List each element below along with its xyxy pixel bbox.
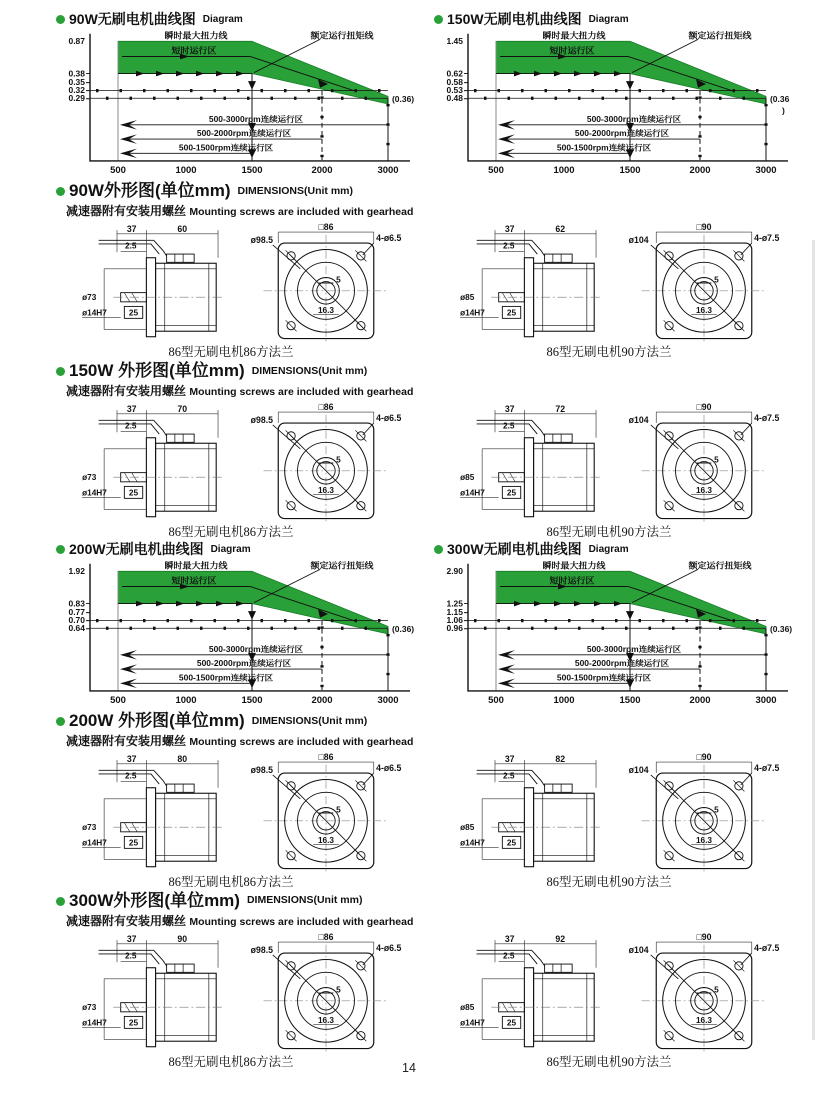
dimensions-section bbox=[56, 362, 802, 540]
dim-square: □86 bbox=[318, 752, 334, 763]
bullet-icon bbox=[56, 897, 65, 906]
chart-title-cn: 200W无刷电机曲线图 bbox=[69, 540, 204, 557]
dim-body-len: 90 bbox=[177, 933, 188, 944]
dim-shaft: ø14H7 bbox=[460, 308, 485, 318]
chart-title-en: Diagram bbox=[588, 14, 629, 26]
dim-holes: 4-ø7.5 bbox=[754, 412, 780, 423]
chart-title-en: Diagram bbox=[202, 14, 243, 26]
page-number: 14 bbox=[402, 1061, 416, 1075]
label-shorttime-zone: 短时运行区 bbox=[549, 46, 595, 56]
dim-key-w: 5 bbox=[714, 985, 719, 995]
dims-subtitle bbox=[66, 732, 802, 749]
dims-row bbox=[56, 931, 802, 1070]
dim-key-w: 5 bbox=[336, 455, 341, 465]
value-at-3000: (0.36) bbox=[770, 625, 793, 635]
dims-subtitle-cn: 减速器附有安装用螺丝 bbox=[66, 733, 187, 748]
dim-holes: 4-ø6.5 bbox=[376, 412, 402, 423]
dim-body-len: 62 bbox=[555, 224, 566, 235]
label-rated-torque: 额定运行扭矩线 bbox=[310, 31, 374, 41]
label-instant-max-torque: 瞬时最大扭力线 bbox=[542, 560, 606, 571]
dim-offset: 2.5 bbox=[125, 241, 137, 251]
y-level-label: 0.29 bbox=[68, 94, 85, 104]
dims-row bbox=[56, 221, 802, 360]
zone-3000-label: 500-3000rpm连续运行区 bbox=[586, 645, 682, 655]
y-level-label: 0.38 bbox=[68, 69, 85, 79]
zone-2000-label: 500-2000rpm连续运行区 bbox=[196, 659, 292, 669]
dim-square: □90 bbox=[696, 222, 712, 233]
dim-square: □86 bbox=[318, 222, 334, 233]
dim-shaft-len: 25 bbox=[128, 308, 139, 318]
bullet-icon bbox=[56, 187, 65, 196]
dim-shaft: ø14H7 bbox=[460, 838, 485, 848]
front-view-drawing bbox=[246, 751, 406, 875]
dim-key-w: 5 bbox=[714, 805, 719, 815]
x-tick: 500 bbox=[110, 165, 126, 176]
value-at-3000: (0.36) bbox=[392, 95, 415, 105]
label-shorttime-zone: 短时运行区 bbox=[549, 575, 595, 586]
dim-block-90-flange bbox=[434, 401, 802, 540]
x-tick: 1500 bbox=[619, 695, 641, 706]
zone-1500-label: 500-1500rpm连续运行区 bbox=[556, 144, 652, 153]
dim-holes: 4-ø7.5 bbox=[754, 942, 780, 953]
y-level-label: 0.96 bbox=[446, 624, 463, 634]
dim-top-w: 37 bbox=[504, 403, 515, 414]
y-peak-label: 1.45 bbox=[446, 37, 463, 47]
charts-row-bottom bbox=[56, 542, 802, 708]
dim-top-w: 37 bbox=[504, 224, 515, 235]
dim-body-len: 80 bbox=[177, 753, 188, 764]
dim-shaft-len: 25 bbox=[506, 308, 517, 318]
dim-motor-dia: ø85 bbox=[460, 472, 475, 482]
x-tick: 1000 bbox=[553, 695, 575, 706]
dim-shaft: ø14H7 bbox=[460, 488, 485, 498]
front-view-drawing bbox=[624, 931, 784, 1055]
zone-3000-label: 500-3000rpm连续运行区 bbox=[208, 115, 304, 125]
dim-holes: 4-ø7.5 bbox=[754, 233, 780, 244]
dim-offset: 2.5 bbox=[125, 421, 137, 431]
dim-motor-dia: ø73 bbox=[82, 472, 97, 482]
x-tick: 500 bbox=[488, 695, 504, 706]
dims-row bbox=[56, 751, 802, 890]
y-level-label: 1.25 bbox=[446, 599, 463, 609]
dim-figures bbox=[456, 221, 802, 345]
bullet-icon bbox=[434, 545, 443, 554]
dims-heading bbox=[56, 362, 802, 381]
x-tick: 3000 bbox=[377, 695, 399, 706]
value-at-3000: (0.36) bbox=[392, 625, 415, 635]
dim-top-w: 37 bbox=[126, 753, 137, 764]
dims-title-en: DIMENSIONS(Unit mm) bbox=[251, 364, 368, 377]
label-rated-torque: 额定运行扭矩线 bbox=[688, 560, 752, 571]
dim-block-90-flange bbox=[434, 221, 802, 360]
label-rated-torque: 额定运行扭矩线 bbox=[688, 31, 752, 41]
front-view-drawing bbox=[246, 931, 406, 1055]
dim-body-len: 70 bbox=[177, 403, 188, 414]
dim-figures bbox=[78, 221, 424, 345]
y-level-label: 1.06 bbox=[446, 616, 463, 626]
y-peak-label: 1.92 bbox=[68, 567, 85, 577]
front-view-drawing bbox=[624, 221, 784, 345]
dim-figures bbox=[456, 931, 802, 1055]
drawing-caption: 86型无刷电机90方法兰 bbox=[546, 874, 672, 889]
dim-motor-dia: ø85 bbox=[460, 293, 475, 303]
x-tick: 500 bbox=[488, 165, 504, 176]
motor-curve-section bbox=[56, 542, 424, 708]
x-tick: 3000 bbox=[377, 165, 399, 176]
y-level-label: 0.77 bbox=[68, 608, 85, 618]
bullet-icon bbox=[56, 15, 65, 24]
chart-heading bbox=[434, 12, 802, 27]
dims-title-en: DIMENSIONS(Unit mm) bbox=[246, 894, 363, 907]
dim-motor-dia: ø85 bbox=[460, 822, 475, 832]
dim-shaft-len: 25 bbox=[506, 838, 517, 848]
y-level-label: 0.64 bbox=[68, 624, 85, 634]
chart-heading bbox=[434, 542, 802, 557]
dim-holes: 4-ø6.5 bbox=[376, 763, 402, 774]
charts-row-top bbox=[56, 12, 802, 178]
x-tick: 1500 bbox=[619, 165, 641, 176]
label-instant-max-torque: 瞬时最大扭力线 bbox=[164, 31, 228, 41]
x-tick: 1500 bbox=[241, 165, 263, 176]
dim-shaft: ø14H7 bbox=[82, 838, 107, 848]
y-level-label: 0.35 bbox=[68, 78, 85, 88]
x-tick: 3000 bbox=[755, 165, 777, 176]
drawing-caption: 86型无刷电机90方法兰 bbox=[546, 345, 672, 360]
dim-block-86-flange bbox=[56, 221, 424, 360]
x-tick: 2000 bbox=[689, 695, 711, 706]
zone-3000-label: 500-3000rpm连续运行区 bbox=[208, 645, 304, 655]
y-level-label: 0.48 bbox=[446, 94, 463, 104]
y-peak-label: 0.87 bbox=[68, 37, 85, 47]
dims-row bbox=[56, 401, 802, 540]
dim-shaft-len: 25 bbox=[506, 488, 517, 498]
dim-block-86-flange bbox=[56, 751, 424, 890]
x-tick: 1000 bbox=[175, 165, 197, 176]
dim-shaft: ø14H7 bbox=[460, 1018, 485, 1028]
dim-key-h: 16.3 bbox=[317, 835, 335, 845]
x-tick: 2000 bbox=[311, 165, 333, 176]
side-view-drawing bbox=[78, 931, 246, 1055]
y-level-label: 1.15 bbox=[446, 608, 463, 618]
dim-motor-dia: ø73 bbox=[82, 293, 97, 303]
dim-block-90-flange bbox=[434, 751, 802, 890]
zone-2000-label: 500-2000rpm连续运行区 bbox=[574, 129, 670, 139]
dim-top-w: 37 bbox=[504, 933, 515, 944]
dim-bolt-circle: ø98.5 bbox=[250, 414, 273, 425]
motor-curve-section bbox=[434, 12, 802, 178]
dim-offset: 2.5 bbox=[503, 951, 515, 961]
label-shorttime-zone: 短时运行区 bbox=[171, 46, 217, 56]
x-tick: 3000 bbox=[755, 695, 777, 706]
dim-offset: 2.5 bbox=[503, 241, 515, 251]
page-edge-shadow bbox=[812, 240, 815, 1040]
y-level-label: 0.53 bbox=[446, 86, 463, 96]
x-tick: 1000 bbox=[553, 165, 575, 176]
dims-subtitle-en: Mounting screws are included with gearhead bbox=[189, 915, 414, 928]
dims-subtitle-en: Mounting screws are included with gearhead bbox=[189, 735, 414, 748]
dims-title-en: DIMENSIONS(Unit mm) bbox=[237, 184, 354, 197]
dim-bolt-circle: ø98.5 bbox=[250, 944, 273, 955]
drawing-caption: 86型无刷电机90方法兰 bbox=[546, 1054, 672, 1069]
label-instant-max-torque: 瞬时最大扭力线 bbox=[164, 560, 228, 571]
zone-2000-label: 500-2000rpm连续运行区 bbox=[574, 659, 670, 669]
dim-figures bbox=[456, 751, 802, 875]
side-view-drawing bbox=[456, 401, 624, 525]
dim-offset: 2.5 bbox=[125, 771, 137, 781]
dim-motor-dia: ø85 bbox=[460, 1002, 475, 1012]
motor-curve-section bbox=[434, 542, 802, 708]
dim-bolt-circle: ø104 bbox=[628, 414, 649, 425]
label-rated-torque: 额定运行扭矩线 bbox=[310, 560, 374, 571]
chart-title-cn: 300W无刷电机曲线图 bbox=[447, 540, 582, 557]
dim-key-h: 16.3 bbox=[695, 485, 713, 495]
zone-1500-label: 500-1500rpm连续运行区 bbox=[178, 144, 274, 153]
label-shorttime-zone: 短时运行区 bbox=[171, 575, 217, 586]
dim-body-len: 82 bbox=[555, 753, 566, 764]
dim-key-h: 16.3 bbox=[695, 305, 713, 315]
y-level-label: 0.83 bbox=[68, 599, 85, 609]
x-tick: 1500 bbox=[241, 695, 263, 706]
dim-top-w: 37 bbox=[504, 753, 515, 764]
dim-bolt-circle: ø104 bbox=[628, 235, 649, 246]
bullet-icon bbox=[56, 717, 65, 726]
dims-heading bbox=[56, 712, 802, 731]
dim-shaft: ø14H7 bbox=[82, 488, 107, 498]
dim-offset: 2.5 bbox=[125, 951, 137, 961]
chart-title-en: Diagram bbox=[588, 543, 629, 555]
dim-figures bbox=[456, 401, 802, 525]
dims-subtitle-en: Mounting screws are included with gearhead bbox=[189, 206, 414, 219]
dim-top-w: 37 bbox=[126, 403, 137, 414]
drawing-caption: 86型无刷电机86方法兰 bbox=[168, 524, 294, 539]
dim-holes: 4-ø6.5 bbox=[376, 233, 402, 244]
dim-block-86-flange bbox=[56, 401, 424, 540]
dim-key-h: 16.3 bbox=[695, 1015, 713, 1025]
side-view-drawing bbox=[78, 221, 246, 345]
dim-offset: 2.5 bbox=[503, 771, 515, 781]
side-view-drawing bbox=[78, 401, 246, 525]
dim-figures bbox=[78, 751, 424, 875]
dim-body-len: 92 bbox=[555, 933, 566, 944]
front-view-drawing bbox=[246, 401, 406, 525]
chart-heading bbox=[56, 542, 424, 557]
side-view-drawing bbox=[456, 221, 624, 345]
bullet-icon bbox=[56, 367, 65, 376]
y-level-label: 0.70 bbox=[68, 616, 85, 626]
dim-bolt-circle: ø98.5 bbox=[250, 764, 273, 775]
label-instant-max-torque: 瞬时最大扭力线 bbox=[542, 31, 606, 41]
drawing-caption: 86型无刷电机90方法兰 bbox=[546, 524, 672, 539]
torque-speed-chart bbox=[434, 558, 802, 708]
front-view-drawing bbox=[624, 751, 784, 875]
dims-subtitle bbox=[66, 912, 802, 929]
dimensions-section bbox=[56, 712, 802, 890]
dim-square: □90 bbox=[696, 401, 712, 412]
bullet-icon bbox=[434, 15, 443, 24]
drawing-caption: 86型无刷电机86方法兰 bbox=[168, 345, 294, 360]
side-view-drawing bbox=[456, 751, 624, 875]
dim-square: □86 bbox=[318, 931, 334, 942]
dim-shaft-len: 25 bbox=[128, 1018, 139, 1028]
dims-subtitle-en: Mounting screws are included with gearhead bbox=[189, 385, 414, 398]
torque-speed-chart bbox=[434, 28, 802, 178]
dims-subtitle-cn: 减速器附有安装用螺丝 bbox=[66, 383, 187, 398]
dim-key-h: 16.3 bbox=[317, 1015, 335, 1025]
x-tick: 2000 bbox=[311, 695, 333, 706]
dim-square: □90 bbox=[696, 752, 712, 763]
dim-shaft: ø14H7 bbox=[82, 1018, 107, 1028]
dims-subtitle-cn: 减速器附有安装用螺丝 bbox=[66, 204, 187, 219]
zone-1500-label: 500-1500rpm连续运行区 bbox=[178, 673, 274, 683]
drawing-caption: 86型无刷电机86方法兰 bbox=[168, 874, 294, 889]
dims-title-cn: 300W外形图(单位mm) bbox=[69, 890, 240, 910]
dim-shaft-len: 25 bbox=[128, 488, 139, 498]
zone-1500-label: 500-1500rpm连续运行区 bbox=[556, 673, 652, 683]
dim-figures bbox=[78, 401, 424, 525]
dim-key-w: 5 bbox=[336, 805, 341, 815]
dim-key-w: 5 bbox=[714, 275, 719, 285]
front-view-drawing bbox=[246, 221, 406, 345]
dims-heading bbox=[56, 892, 802, 911]
dim-motor-dia: ø73 bbox=[82, 822, 97, 832]
dim-holes: 4-ø7.5 bbox=[754, 763, 780, 774]
dims-title-en: DIMENSIONS(Unit mm) bbox=[251, 714, 368, 727]
drawing-caption: 86型无刷电机86方法兰 bbox=[168, 1054, 294, 1069]
dim-body-len: 72 bbox=[555, 403, 566, 414]
side-view-drawing bbox=[456, 931, 624, 1055]
dim-bolt-circle: ø98.5 bbox=[250, 235, 273, 246]
dim-motor-dia: ø73 bbox=[82, 1002, 97, 1012]
dimensions-section bbox=[56, 892, 802, 1070]
dim-shaft: ø14H7 bbox=[82, 308, 107, 318]
dim-block-90-flange bbox=[434, 931, 802, 1070]
y-level-label: 0.62 bbox=[446, 69, 463, 79]
dim-figures bbox=[78, 931, 424, 1055]
dim-shaft-len: 25 bbox=[128, 838, 139, 848]
dim-key-h: 16.3 bbox=[695, 835, 713, 845]
chart-title-en: Diagram bbox=[210, 543, 251, 555]
dims-subtitle bbox=[66, 382, 802, 399]
dim-block-86-flange bbox=[56, 931, 424, 1070]
value-at-3000-cont: ) bbox=[782, 107, 785, 116]
dims-subtitle bbox=[66, 202, 802, 219]
dim-key-w: 5 bbox=[714, 455, 719, 465]
dim-bolt-circle: ø104 bbox=[628, 764, 649, 775]
dim-square: □90 bbox=[696, 931, 712, 942]
dim-square: □86 bbox=[318, 401, 334, 412]
dim-holes: 4-ø6.5 bbox=[376, 942, 402, 953]
x-tick: 1000 bbox=[175, 695, 197, 706]
dim-key-w: 5 bbox=[336, 985, 341, 995]
y-level-label: 0.58 bbox=[446, 78, 463, 88]
dim-offset: 2.5 bbox=[503, 421, 515, 431]
bullet-icon bbox=[56, 545, 65, 554]
motor-curve-section bbox=[56, 12, 424, 178]
dim-bolt-circle: ø104 bbox=[628, 944, 649, 955]
dim-top-w: 37 bbox=[126, 224, 137, 235]
torque-speed-chart bbox=[56, 28, 424, 178]
zone-3000-label: 500-3000rpm连续运行区 bbox=[586, 115, 682, 125]
dim-body-len: 60 bbox=[177, 224, 188, 235]
front-view-drawing bbox=[624, 401, 784, 525]
y-peak-label: 2.90 bbox=[446, 567, 463, 577]
y-level-label: 0.32 bbox=[68, 86, 85, 96]
dims-title-cn: 150W 外形图(单位mm) bbox=[69, 361, 245, 381]
dims-heading bbox=[56, 182, 802, 201]
chart-title-cn: 150W无刷电机曲线图 bbox=[447, 11, 582, 27]
dim-key-h: 16.3 bbox=[317, 485, 335, 495]
side-view-drawing bbox=[78, 751, 246, 875]
x-tick: 500 bbox=[110, 695, 126, 706]
dims-subtitle-cn: 减速器附有安装用螺丝 bbox=[66, 913, 187, 928]
dims-title-cn: 90W外形图(单位mm) bbox=[69, 181, 231, 201]
dimensions-section bbox=[56, 182, 802, 360]
chart-title-cn: 90W无刷电机曲线图 bbox=[69, 11, 196, 27]
value-at-3000: (0.36 bbox=[770, 95, 790, 105]
dims-title-cn: 200W 外形图(单位mm) bbox=[69, 711, 245, 731]
dim-key-h: 16.3 bbox=[317, 305, 335, 315]
torque-speed-chart bbox=[56, 558, 424, 708]
dim-shaft-len: 25 bbox=[506, 1018, 517, 1028]
x-tick: 2000 bbox=[689, 165, 711, 176]
dim-top-w: 37 bbox=[126, 933, 137, 944]
dim-key-w: 5 bbox=[336, 275, 341, 285]
zone-2000-label: 500-2000rpm连续运行区 bbox=[196, 129, 292, 139]
chart-heading bbox=[56, 12, 424, 27]
